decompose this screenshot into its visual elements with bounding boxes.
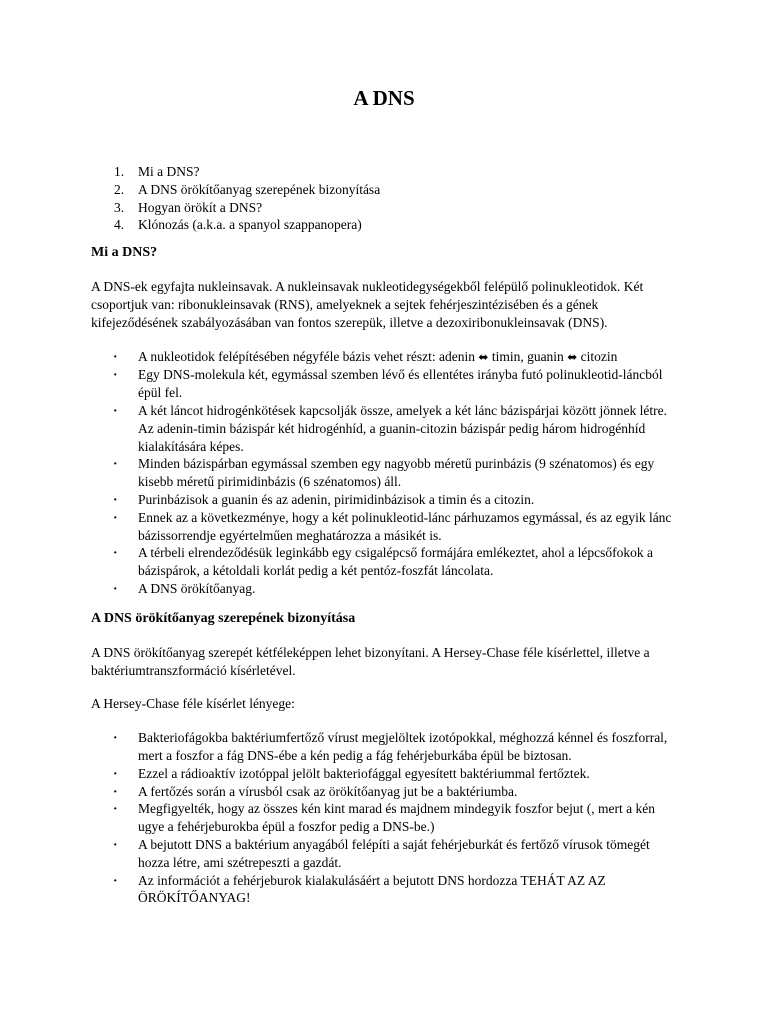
toc-item-text: Mi a DNS? [138, 164, 200, 179]
list-item: · Megfigyelték, hogy az összes kén kint marad és majdnem mindegyik foszfor bejut (, mert a kén ugye a fehérjeburokba épül a foszfor pedig a DNS-be.) [91, 800, 681, 836]
toc-item: 1. Mi a DNS? [114, 164, 200, 179]
double-arrow-icon: ⬌ [567, 349, 578, 364]
toc-item-text: A DNS örökítőanyag szerepének bizonyítása [138, 181, 381, 197]
list-item: · A bejutott DNS a baktérium anyagából felépíti a saját fehérjeburkát és fertőző vírusok tömegét hozza létre, ami szétrepeszti a gazdát. [91, 836, 681, 872]
list-item: · Purinbázisok a guanin és az adenin, pirimidinbázisok a timin és a citozin. [91, 491, 681, 509]
document-body [91, 163, 681, 919]
toc-item: 2. A DNS örökítőanyag szerepének bizonyítása [114, 181, 381, 197]
section-heading-what-is-dna: Mi a DNS? [91, 245, 158, 261]
section-paragraph: A Hersey-Chase féle kísérlet lényege: [91, 696, 295, 712]
list-item: · Ezzel a rádioaktív izotóppal jelölt bakteriofággal egyesített baktériummal fertőztek. [91, 765, 681, 783]
list-item: · Ennek az a következménye, hogy a két polinukleotid-lánc párhuzamos egymással, és az egyik lánc bázissorrendje egyértelműen meghatározza a másikét is. [91, 509, 681, 545]
list-item: · A térbeli elrendeződésük leginkább egy csigalépcső formájára emlékeztet, ahol a lépcsőfokok a bázispárok, a kétoldali korlát pedig a két pentóz-foszfát láncolata. [91, 544, 681, 580]
double-arrow-icon: ⬌ [478, 349, 489, 364]
list-item: · Minden bázispárban egymással szemben egy nagyobb méretű purinbázis (9 szénatomos) és egy kisebb méretű pirimidinbázis (6 szénatomos) áll. [91, 455, 681, 491]
toc-item-text: Hogyan örökít a DNS? [138, 199, 263, 215]
toc-item-text: Klónozás (a.k.a. a spanyol szappanopera) [138, 217, 362, 233]
bullet-list [91, 729, 681, 907]
toc-item: 3. Hogyan örökít a DNS? [114, 199, 263, 215]
section-heading-dna-proof: A DNS örökítőanyag szerepének bizonyítása [91, 610, 356, 626]
list-item: · A fertőzés során a vírusból csak az örökítőanyag jut be a baktériumba. [91, 783, 681, 801]
bullet-list [91, 348, 681, 598]
list-item: · Bakteriofágokba baktériumfertőző vírust megjelöltek izotópokkal, méghozzá kénnel és foszforral, mert a foszfor a fág DNS-ébe a kén pedig a fág fehérjeburkába épül be biztosan. [91, 729, 681, 765]
document-title: A DNS [353, 86, 415, 110]
list-item: · Egy DNS-molekula két, egymással szemben lévő és ellentétes irányba futó polinukleotid-láncból épül fel. [91, 366, 681, 402]
section-paragraph: A DNS örökítőanyag szerepét kétféleképpen lehet bizonyítani. A Hersey-Chase féle kísérlettel, illetve a baktériumtranszformáció kísérletével. [91, 644, 650, 678]
list-item: · Az információt a fehérjeburok kialakulásáért a bejutott DNS hordozza TEHÁT AZ AZ ÖRÖKÍTŐANYAG! [91, 872, 681, 908]
toc-item: 4. Klónozás (a.k.a. a spanyol szappanopera) [114, 217, 362, 233]
section-paragraph: A DNS-ek egyfajta nukleinsavak. A nukleinsavak nukleotidegységekből felépülő polinukleotidok. Két csoportjuk van: ribonukleinsavak (RNS), amelyeknek a sejtek fehérjeszintézisében és a gének kifejeződésének szabályozásában van fontos szerepük, illetve a dezoxiribonukleinsavak (DNS). [91, 279, 644, 330]
list-item: · A nukleotidok felépítésében négyféle bázis vehet részt: adenin ⬌ timin, guanin ⬌ citozin [91, 348, 681, 367]
list-item: · A két láncot hidrogénkötések kapcsolják össze, amelyek a két lánc bázispárjai között jönnek létre. Az adenin-timin bázispár két hidrogénhíd, a guanin-citozin bázispár pedig három hidrogénhíd kialakítására képes. [91, 402, 681, 455]
list-item: · A DNS örökítőanyag. [91, 580, 681, 598]
table-of-contents [91, 163, 681, 234]
